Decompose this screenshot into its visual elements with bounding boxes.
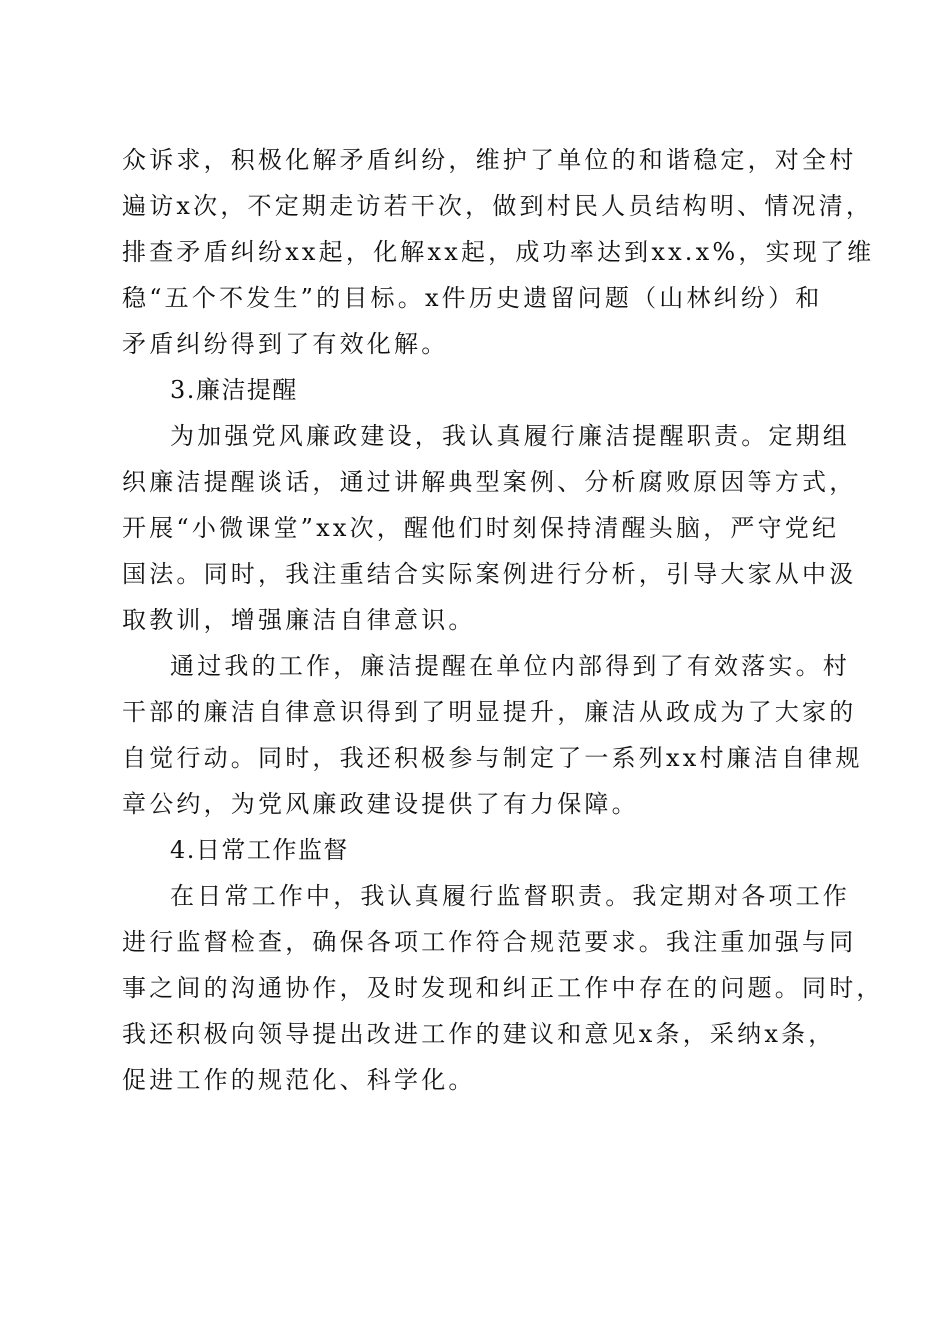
text-line: 事之间的沟通协作，及时发现和纠正工作中存在的问题。同时， [122,974,884,1002]
text-line: 众诉求，积极化解矛盾纠纷，维护了单位的和谐稳定，对全村 [122,146,857,174]
text-line: 国法。同时，我注重结合实际案例进行分析，引导大家从中汲 [122,560,857,588]
text-line: 我还积极向领导提出改进工作的建议和意见x条，采纳x条， [122,1020,836,1048]
text-line: 取教训，增强廉洁自律意识。 [122,606,476,634]
text-line: 遍访x次，不定期走访若干次，做到村民人员结构明、情况清， [122,192,874,220]
text-line: 章公约，为党风廉政建设提供了有力保障。 [122,790,639,818]
text-line: 干部的廉洁自律意识得到了明显提升，廉洁从政成为了大家的 [122,698,857,726]
section-heading: 4.日常工作监督 [170,836,349,864]
text-line: 排查矛盾纠纷xx起，化解xx起，成功率达到xx.x%，实现了维 [122,238,875,266]
text-line: 织廉洁提醒谈话，通过讲解典型案例、分析腐败原因等方式， [122,468,857,496]
paragraph-first-line: 在日常工作中，我认真履行监督职责。我定期对各项工作 [170,882,850,910]
paragraph-first-line: 为加强党风廉政建设，我认真履行廉洁提醒职责。定期组 [170,422,850,450]
text-line: 促进工作的规范化、科学化。 [122,1066,476,1094]
text-line: 矛盾纠纷得到了有效化解。 [122,330,449,358]
text-line: 进行监督检查，确保各项工作符合规范要求。我注重加强与同 [122,928,857,956]
text-line: 稳“五个不发生”的目标。x件历史遗留问题（山林纠纷）和 [122,284,823,312]
section-heading: 3.廉洁提醒 [170,376,298,404]
document-body [122,137,884,1103]
paragraph-first-line: 通过我的工作，廉洁提醒在单位内部得到了有效落实。村 [170,652,850,680]
text-line: 自觉行动。同时，我还积极参与制定了一系列xx村廉洁自律规 [122,744,863,772]
text-line: 开展“小微课堂”xx次，醒他们时刻保持清醒头脑，严守党纪 [122,514,840,542]
